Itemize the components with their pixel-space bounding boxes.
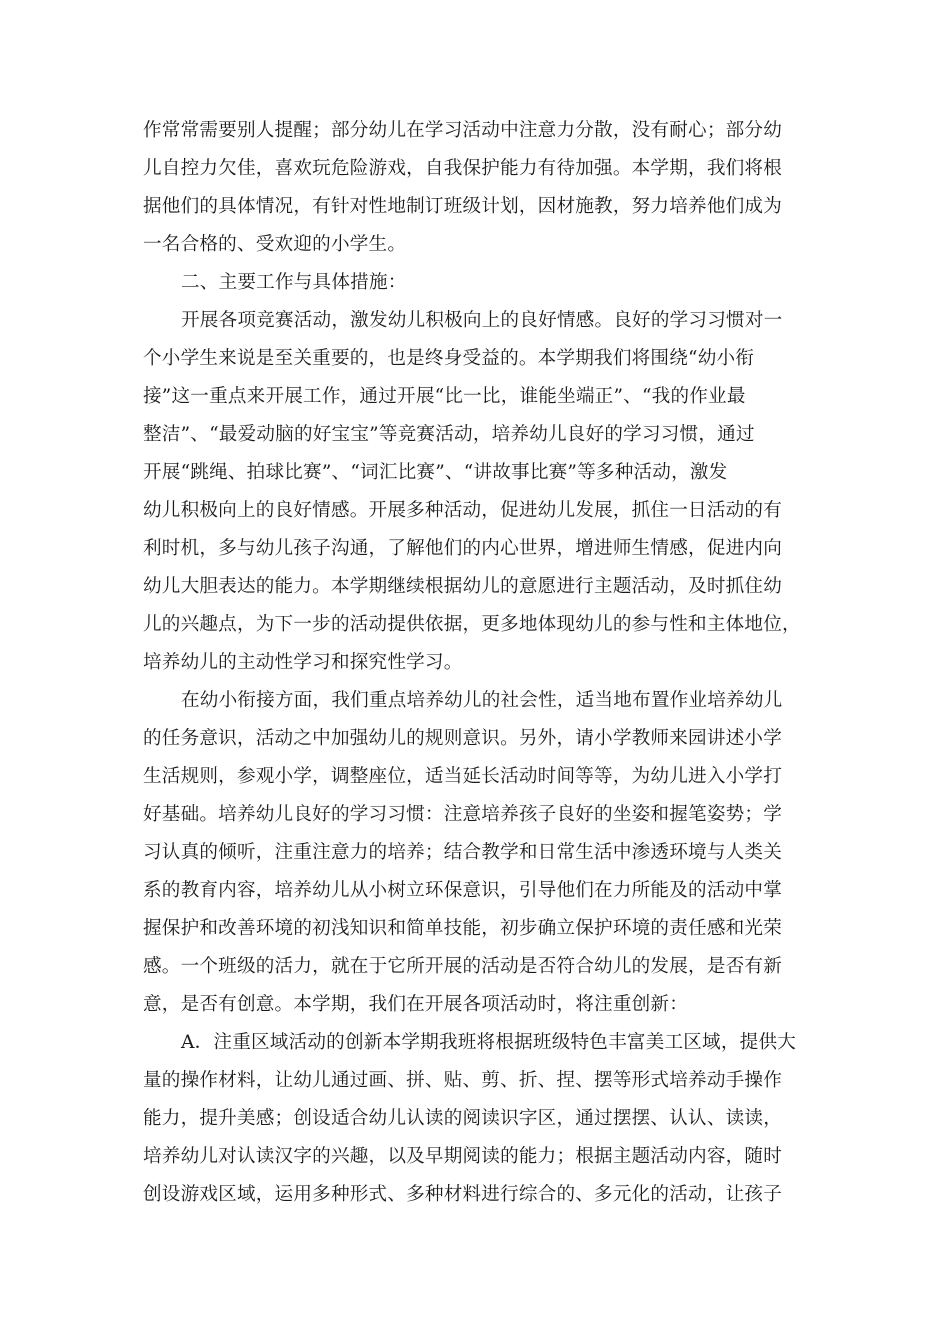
text-line: 儿自控力欠佳，喜欢玩危险游戏，自我保护能力有待加强。本学期，我们将根	[143, 158, 782, 179]
text-line: 感。一个班级的活力，就在于它所开展的活动是否符合幼儿的发展，是否有新	[143, 956, 782, 977]
text-line: 一名合格的、受欢迎的小学生。	[143, 234, 407, 255]
text-line: 好基础。培养幼儿良好的学习习惯：注意培养孩子良好的坐姿和握笔姿势；学	[143, 804, 782, 825]
section-heading: 二、主要工作与具体措施：	[181, 272, 407, 293]
text-line: 利时机，多与幼儿孩子沟通，了解他们的内心世界，增进师生情感，促进内向	[143, 538, 782, 559]
text-line: 开展“跳绳、拍球比赛”、“词汇比赛”、“讲故事比赛”等多种活动，激发	[143, 462, 728, 483]
text-line: 习认真的倾听，注重注意力的培养；结合教学和日常生活中渗透环境与人类关	[143, 842, 782, 863]
text-line: 个小学生来说是至关重要的，也是终身受益的。本学期我们将围绕“幼小衔	[143, 348, 755, 369]
text-line: 作常常需要别人提醒；部分幼儿在学习活动中注意力分散，没有耐心；部分幼	[143, 120, 782, 141]
text-line: 儿的兴趣点，为下一步的活动提供依据，更多地体现幼儿的参与性和主体地位，	[143, 614, 801, 635]
text-line: 培养幼儿的主动性学习和探究性学习。	[143, 652, 463, 673]
text-line: 的任务意识，活动之中加强幼儿的规则意识。另外，请小学教师来园讲述小学	[143, 728, 782, 749]
text-line: 量的操作材料，让幼儿通过画、拼、贴、剪、折、捏、摆等形式培养动手操作	[143, 1070, 782, 1091]
text-line: 接”这一重点来开展工作，通过开展“比一比，谁能坐端正”、“我的作业最	[143, 386, 746, 407]
text-line: 生活规则，参观小学，调整座位，适当延长活动时间等等，为幼儿进入小学打	[143, 766, 782, 787]
text-line: 在幼小衔接方面，我们重点培养幼儿的社会性，适当地布置作业培养幼儿	[181, 690, 783, 711]
text-line: 意，是否有创意。本学期，我们在开展各项活动时，将注重创新：	[143, 994, 689, 1015]
text-line: 系的教育内容，培养幼儿从小树立环保意识，引导他们在力所能及的活动中掌	[143, 880, 782, 901]
text-line: 幼儿大胆表达的能力。本学期继续根据幼儿的意愿进行主题活动，及时抓住幼	[143, 576, 782, 597]
text-line: 能力，提升美感；创设适合幼儿认读的阅读识字区，通过摆摆、认认、读读，	[143, 1108, 782, 1129]
text-line: 据他们的具体情况，有针对性地制订班级计划，因材施教，努力培养他们成为	[143, 196, 782, 217]
text-line: 整洁”、“最爱动脑的好宝宝”等竞赛活动，培养幼儿良好的学习习惯，通过	[143, 424, 755, 445]
text-line: A．注重区域活动的创新本学期我班将根据班级特色丰富美工区域，提供大	[181, 1032, 797, 1053]
text-line: 培养幼儿对认读汉字的兴趣，以及早期阅读的能力；根据主题活动内容，随时	[143, 1146, 782, 1167]
text-line: 开展各项竞赛活动，激发幼儿积极向上的良好情感。良好的学习习惯对一	[181, 310, 783, 331]
text-line: 握保护和改善环境的初浅知识和简单技能，初步确立保护环境的责任感和光荣	[143, 918, 782, 939]
text-line: 创设游戏区域，运用多种形式、多种材料进行综合的、多元化的活动，让孩子	[143, 1184, 782, 1205]
text-line: 幼儿积极向上的良好情感。开展多种活动，促进幼儿发展，抓住一日活动的有	[143, 500, 782, 521]
